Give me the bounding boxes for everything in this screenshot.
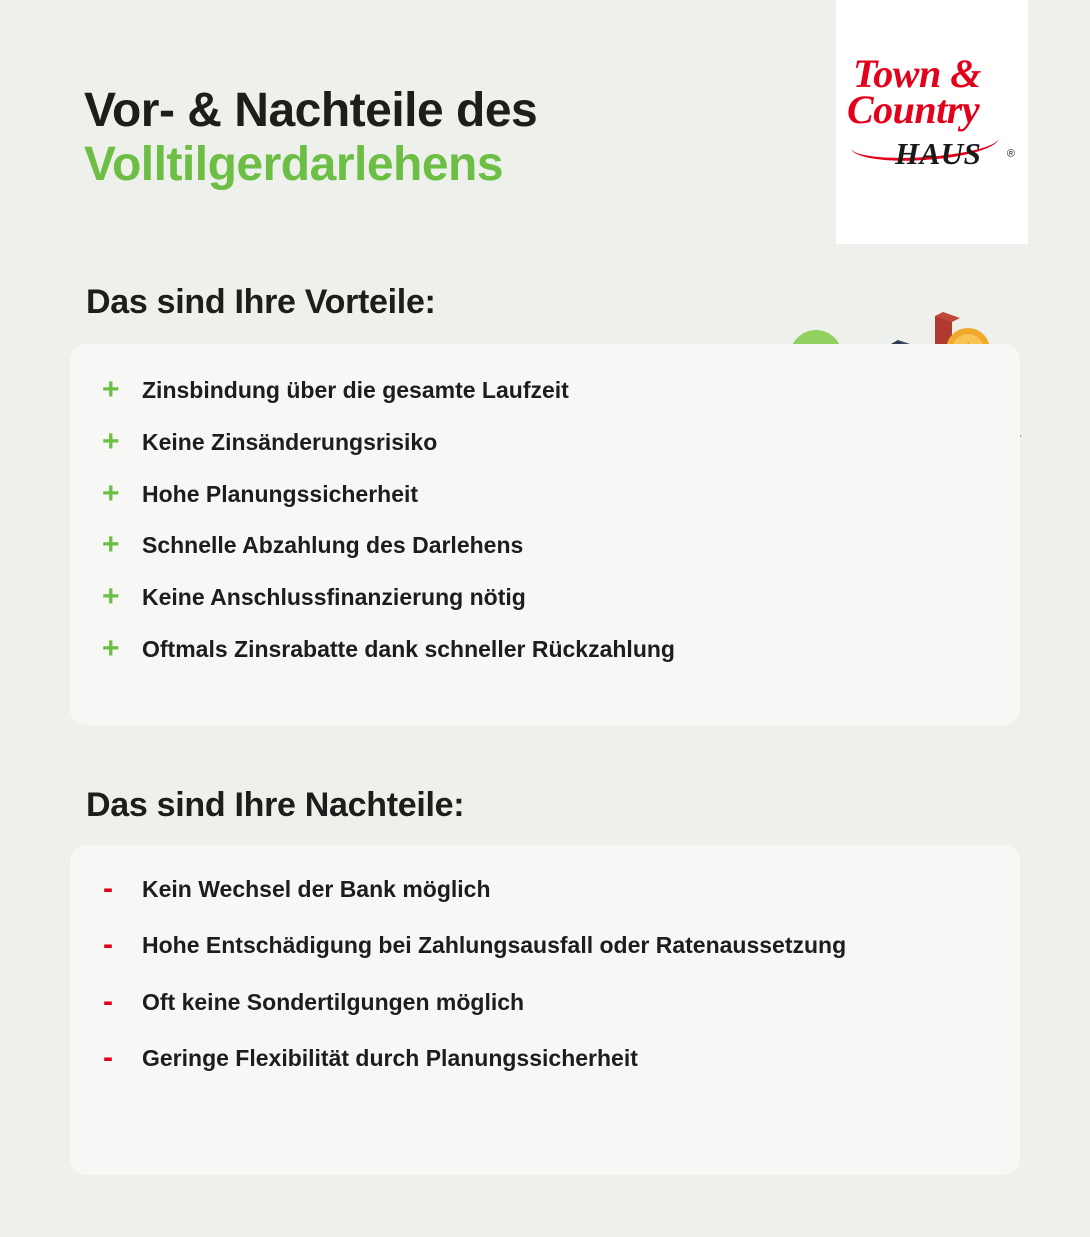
list-item-label: Geringe Flexibilität durch Planungssicherheit xyxy=(142,1045,638,1072)
cons-section-title: Das sind Ihre Nachteile: xyxy=(86,786,465,824)
pros-section-title: Das sind Ihre Vorteile: xyxy=(86,283,436,321)
list-item xyxy=(100,580,980,613)
minus-icon: - xyxy=(103,928,113,962)
list-item-label: Keine Zinsänderungsrisiko xyxy=(142,428,438,455)
pros-card xyxy=(70,344,1020,725)
list-item-label: Keine Anschlussfinanzierung nötig xyxy=(142,584,526,610)
list-item xyxy=(100,476,980,510)
list-item xyxy=(100,373,980,406)
registered-trademark-symbol: ® xyxy=(1006,148,1015,160)
list-item xyxy=(100,424,980,458)
plus-icon: + xyxy=(102,476,120,510)
list-item xyxy=(100,872,970,905)
plus-icon: + xyxy=(102,424,120,458)
minus-icon: - xyxy=(103,872,113,905)
list-item xyxy=(100,631,980,665)
list-item xyxy=(100,928,970,962)
minus-icon: - xyxy=(103,1041,113,1075)
list-item-label: Oftmals Zinsrabatte dank schneller Rückzahlung xyxy=(142,635,675,662)
page-title xyxy=(84,84,784,192)
plus-icon: + xyxy=(102,528,120,562)
page-title-line-2: Volltilgerdarlehens xyxy=(84,137,504,191)
list-item-label: Schnelle Abzahlung des Darlehens xyxy=(142,532,524,559)
list-item xyxy=(100,528,980,562)
minus-icon: - xyxy=(103,984,113,1018)
logo-line-town: Town & xyxy=(853,51,981,96)
plus-icon: + xyxy=(102,373,120,406)
logo-line-haus: HAUS xyxy=(895,136,982,171)
list-item-label: Oft keine Sondertilgungen möglich xyxy=(142,988,525,1015)
list-item-label: Hohe Entschädigung bei Zahlungsausfall oder Ratenaussetzung xyxy=(142,932,847,959)
list-item xyxy=(100,1041,970,1075)
cons-list xyxy=(70,845,1020,1074)
list-item-label: Zinsbindung über die gesamte Laufzeit xyxy=(142,377,569,403)
pros-list xyxy=(70,344,1020,664)
logo-line-country: Country xyxy=(847,87,980,132)
list-item-label: Kein Wechsel der Bank möglich xyxy=(142,876,491,902)
plus-icon: + xyxy=(102,580,120,613)
brand-logo xyxy=(836,0,1028,244)
list-item xyxy=(100,984,970,1018)
plus-icon: + xyxy=(102,631,120,665)
cons-card xyxy=(70,845,1020,1175)
list-item-label: Hohe Planungssicherheit xyxy=(142,480,419,507)
page-title-line-1: Vor- & Nachteile des xyxy=(84,84,538,137)
